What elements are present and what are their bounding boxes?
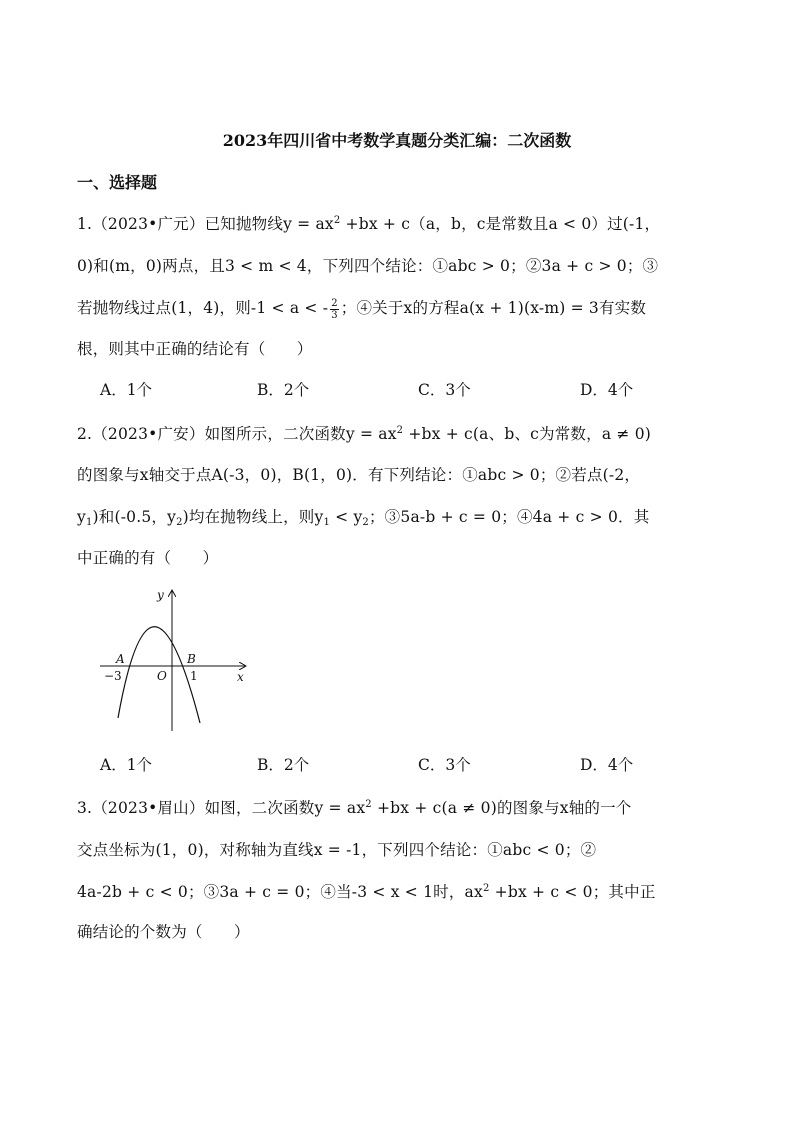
- q2-text: )均在抛物线上，则y: [182, 508, 324, 526]
- q2-option-d: D．4个: [580, 756, 634, 774]
- q2-line-1: [77, 422, 651, 444]
- q2-line-2: 的图象与x轴交于点A(-3，0)，B(1，0)．有下列结论：①abc > 0；②若点(-2，: [77, 466, 641, 484]
- fraction-numerator: 2: [331, 297, 338, 309]
- q3-text: +bx + c < 0；其中正: [489, 883, 656, 901]
- point-b-label: B: [187, 652, 196, 666]
- q1-line-4: 根，则其中正确的结论有（ ）: [77, 340, 313, 358]
- fraction-denominator: 3: [331, 309, 338, 321]
- q1-text: 1.（2023•广元）已知抛物线y = ax: [77, 215, 334, 233]
- q1-option-b: B．2个: [257, 381, 310, 399]
- subscript: 1: [85, 517, 93, 528]
- exponent: 2: [365, 799, 372, 810]
- q2-option-a: A．1个: [100, 756, 153, 774]
- q2-text: 2.（2023•广安）如图所示，二次函数y = ax: [77, 425, 397, 443]
- q2-option-c: C．3个: [418, 756, 471, 774]
- x-axis-label: x: [237, 670, 244, 684]
- q2-text: )和(-0.5，y: [92, 508, 177, 526]
- q2-text: +bx + c(a、b、c为常数，a ≠ 0): [403, 425, 652, 443]
- q1-line-3: [77, 296, 646, 321]
- subscript: 1: [323, 517, 331, 528]
- subscript: 2: [362, 517, 369, 528]
- y-axis-label: y: [157, 588, 164, 602]
- fraction: [330, 298, 339, 321]
- page-title: 2023年四川省中考数学真题分类汇编：二次函数: [222, 131, 572, 150]
- q2-text: ；③5a-b + c = 0；④4a + c > 0．其: [368, 508, 650, 526]
- origin-label: O: [157, 669, 167, 683]
- exponent: 2: [396, 425, 404, 436]
- q1-line-2: 0)和(m，0)两点，且3 < m < 4，下列四个结论：①abc > 0；②3a + c > 0；③: [77, 257, 659, 275]
- parabola-graph: [95, 583, 255, 733]
- q1-option-c: C．3个: [418, 381, 471, 399]
- exponent: 2: [482, 883, 490, 894]
- subscript: 2: [176, 517, 183, 528]
- q1-text: ；④关于x的方程a(x + 1)(x-m) = 3有实数: [340, 299, 647, 317]
- q2-line-4: 中正确的有（ ）: [77, 549, 219, 567]
- q1-line-1: [77, 212, 660, 234]
- q3-text: 4a-2b + c < 0；③3a + c = 0；④当-3 < x < 1时，ax: [77, 883, 483, 901]
- q2-text: < y: [330, 508, 363, 526]
- point-a-label: A: [116, 652, 125, 666]
- q1-option-d: D．4个: [580, 381, 634, 399]
- q1-text: 若抛物线过点(1，4)，则-1 < a < -: [77, 299, 329, 317]
- section-heading: 一、选择题: [77, 173, 158, 192]
- q3-text: +bx + c(a ≠ 0)的图象与x轴的一个: [371, 799, 632, 817]
- q3-line-3: [77, 880, 656, 902]
- q3-line-4: 确结论的个数为（ ）: [77, 923, 250, 941]
- q1-text: +bx + c（a，b，c是常数且a < 0）过(-1，: [340, 215, 661, 233]
- exponent: 2: [333, 215, 341, 226]
- q2-text: y: [77, 508, 86, 526]
- q2-line-3: [77, 505, 649, 528]
- q3-line-1: [77, 796, 632, 818]
- q2-option-b: B．2个: [257, 756, 310, 774]
- q3-text: 3.（2023•眉山）如图，二次函数y = ax: [77, 799, 366, 817]
- q1-option-a: A．1个: [100, 381, 153, 399]
- q3-line-2: 交点坐标为(1，0)，对称轴为直线x = -1，下列四个结论：①abc < 0；②: [77, 841, 597, 859]
- tick-neg3-label: −3: [104, 669, 122, 683]
- tick-1-label: 1: [190, 669, 198, 683]
